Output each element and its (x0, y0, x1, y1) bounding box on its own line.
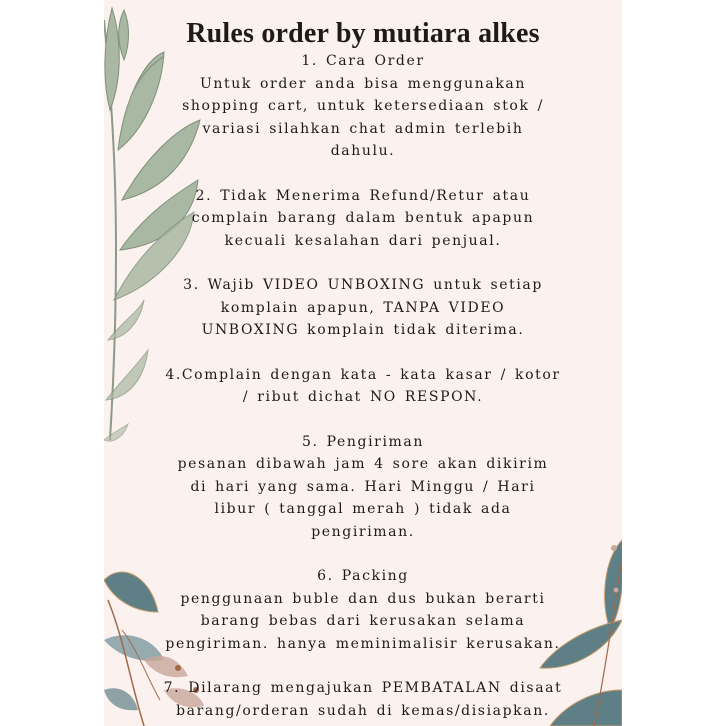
rule-7-pembatalan (104, 677, 622, 722)
rule-4-complain (104, 364, 622, 409)
rule-line: komplain apapun, TANPA VIDEO (220, 299, 506, 316)
page-title: Rules order by mutiara alkes (186, 18, 540, 49)
rule-line: shopping cart, untuk ketersediaan stok / (182, 98, 544, 114)
rule-6-packing (104, 565, 622, 655)
rule-line: 6. Packing (317, 568, 409, 584)
rule-5-pengiriman (104, 431, 622, 544)
rule-line: 3. Wajib VIDEO UNBOXING untuk setiap (183, 277, 543, 293)
rules-poster (104, 0, 622, 726)
rule-line: / ribut dichat NO RESPON. (242, 389, 484, 405)
rule-line: di hari yang sama. Hari Minggu / Hari (190, 478, 536, 495)
rule-2-refund (104, 185, 622, 253)
rule-line: pesanan dibawah jam 4 sore akan dikirim (177, 456, 549, 472)
rule-line: pengiriman. (311, 523, 415, 540)
rule-line: barang bebas dari kerusakan selama (200, 613, 526, 629)
rule-line: 2. Tidak Menerima Refund/Retur atau (195, 187, 531, 204)
rule-line: dahulu. (330, 143, 396, 159)
rule-line: Untuk order anda bisa menggunakan (200, 75, 526, 92)
rule-line: libur ( tanggal merah ) tidak ada (214, 501, 512, 517)
rule-line: barang/orderan sudah di kemas/disiapkan. (176, 702, 550, 719)
rule-line: penggunaan buble dan dus bukan berarti (180, 590, 546, 607)
rule-1-cara-order (104, 50, 622, 163)
rule-line: 5. Pengiriman (302, 433, 424, 450)
rule-line: kecuali kesalahan dari penjual. (224, 232, 502, 249)
rule-line: UNBOXING komplain tidak diterima. (201, 322, 525, 338)
rule-line: 7. Dilarang mengajukan PEMBATALAN disaat (163, 680, 563, 696)
rule-line: variasi silahkan chat admin terlebih (202, 120, 524, 137)
rule-line: pengiriman. hanya meminimalisir kerusakan. (165, 635, 561, 652)
rule-line: complain barang dalam bentuk apapun (191, 210, 535, 226)
rule-3-video-unboxing (104, 274, 622, 342)
rule-line: 4.Complain dengan kata - kata kasar / kotor (165, 366, 561, 383)
rule-line: 1. Cara Order (301, 53, 425, 69)
rules-content (104, 18, 622, 722)
